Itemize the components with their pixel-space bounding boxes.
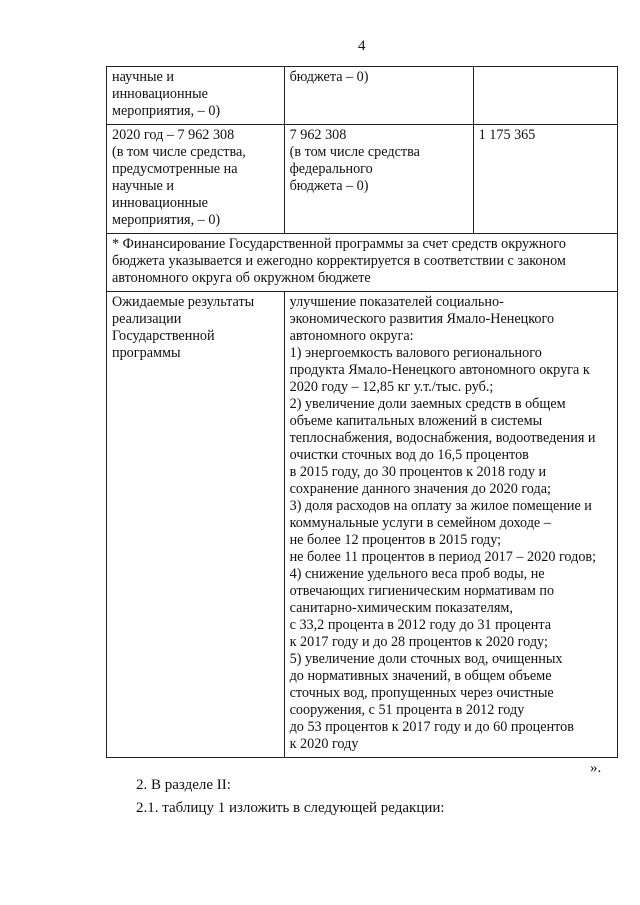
text-line: сооружения, с 51 процента в 2012 году: [289, 702, 525, 718]
financing-footnote: [107, 234, 618, 292]
text-line: 3) доля расходов на оплату за жилое помещение и: [289, 498, 592, 514]
text-line: экономического развития Ямало-Ненецкого: [289, 311, 555, 327]
text-line: коммунальные услуги в семейном доходе –: [289, 515, 551, 531]
text-line: в 2015 году, до 30 процентов к 2018 году и: [289, 464, 547, 480]
text-line: санитарно-химическим показателям,: [289, 600, 513, 616]
paragraph-section-ii: 2. В разделе II:: [136, 777, 231, 793]
page-number: 4: [358, 38, 366, 54]
text-line: предусмотренные на: [112, 161, 238, 177]
cell-total-continuation: [107, 67, 285, 125]
text-line: до 53 процентов к 2017 году и до 60 процентов: [289, 719, 574, 735]
text-line: теплоснабжения, водоснабжения, водоотведения и: [289, 430, 596, 446]
text-line: улучшение показателей социально-: [289, 294, 504, 310]
cell-district-continuation: [284, 67, 473, 125]
text-line: Ожидаемые результаты: [112, 294, 255, 310]
text-line: 4) снижение удельного веса проб воды, не: [289, 566, 545, 582]
text-line: инновационные: [112, 86, 208, 102]
text-line: сохранение данного значения до 2020 года;: [289, 481, 551, 497]
text-line: научные и: [112, 69, 174, 85]
text-line: федерального: [289, 161, 373, 177]
cell-2020-district: [284, 125, 473, 234]
text-line: Государственной: [112, 328, 215, 344]
text-line: к 2017 году и до 28 процентов к 2020 году;: [289, 634, 548, 650]
text-line: сточных вод, пропущенных через очистные: [289, 685, 554, 701]
table-row-expected-results: [107, 292, 618, 758]
program-passport-table: [106, 66, 618, 758]
text-line: 5) увеличение доли сточных вод, очищенных: [289, 651, 563, 667]
text-line: автономного округа об окружном бюджете: [112, 270, 371, 286]
text-line: бюджета – 0): [289, 178, 369, 194]
paragraph-table-1: 2.1. таблицу 1 изложить в следующей редакции:: [136, 800, 445, 816]
text-line: бюджета указывается и ежегодно корректируется в соответствии с законом: [112, 253, 566, 269]
text-line: 1 175 365: [478, 127, 536, 143]
text-line: 2020 году – 12,85 кг у.т./тыс. руб.;: [289, 379, 494, 395]
text-line: программы: [112, 345, 181, 361]
text-line: (в том числе средства,: [112, 144, 246, 160]
text-line: (в том числе средства: [289, 144, 420, 160]
text-line: отвечающих гигиеническим нормативам по: [289, 583, 555, 599]
table-row-footnote: [107, 234, 618, 292]
text-line: * Финансирование Государственной программы за счет средств окружного: [112, 236, 566, 252]
text-line: не более 11 процентов в период 2017 – 2020 годов;: [289, 549, 597, 565]
text-line: научные и: [112, 178, 174, 194]
table-row-continuation: [107, 67, 618, 125]
cell-2020-total: [107, 125, 285, 234]
text-line: инновационные: [112, 195, 208, 211]
text-line: 2020 год – 7 962 308: [112, 127, 235, 143]
text-line: до нормативных значений, в общем объеме: [289, 668, 552, 684]
text-line: 7 962 308: [289, 127, 347, 143]
text-line: 2) увеличение доли заемных средств в общем: [289, 396, 566, 412]
text-line: автономного округа:: [289, 328, 414, 344]
text-line: продукта Ямало-Ненецкого автономного округа к: [289, 362, 590, 378]
expected-results-label: [107, 292, 285, 758]
text-line: с 33,2 процента в 2012 году до 31 процента: [289, 617, 551, 633]
text-line: реализации: [112, 311, 182, 327]
text-line: очистки сточных вод до 16,5 процентов: [289, 447, 529, 463]
cell-other-continuation: [473, 67, 617, 125]
text-line: мероприятия, – 0): [112, 103, 221, 119]
text-line: бюджета – 0): [289, 69, 369, 85]
text-line: к 2020 году: [289, 736, 359, 752]
text-line: мероприятия, – 0): [112, 212, 221, 228]
table-row-2020: [107, 125, 618, 234]
expected-results-text: [284, 292, 617, 758]
text-line: 1) энергоемкость валового регионального: [289, 345, 542, 361]
cell-2020-other: [473, 125, 617, 234]
closing-quote: ».: [590, 760, 602, 776]
text-line: не более 12 процентов в 2015 году;: [289, 532, 502, 548]
text-line: объеме капитальных вложений в системы: [289, 413, 543, 429]
